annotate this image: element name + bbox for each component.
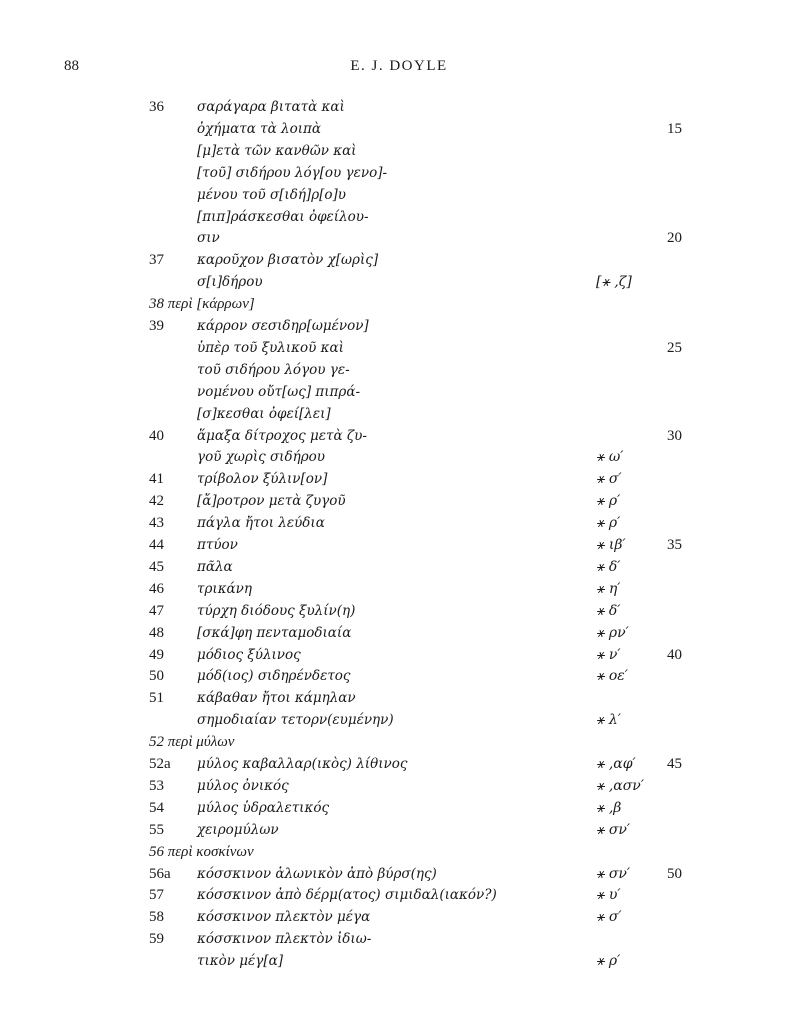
entry-text: σημοδιαίαν τετορν(ευμένην) — [197, 712, 394, 729]
entry-number: 51 — [149, 690, 164, 707]
text-line — [0, 953, 798, 975]
entry-number: 52a — [149, 756, 171, 772]
entry-text: μύλος ὑδραλετικός — [197, 799, 330, 816]
entry-number: 43 — [149, 515, 164, 532]
price-value: ⚹ ιβ′ — [596, 537, 626, 553]
entry-text: [σ]κεσθαι ὀφεί[λει] — [197, 405, 331, 422]
entry-text: κόσσκινον πλεκτὸν ἰδιω- — [197, 931, 372, 948]
entry-number: 39 — [149, 318, 164, 334]
entry-number: 53 — [149, 777, 164, 794]
text-line — [0, 931, 798, 953]
entry-number: 48 — [149, 624, 164, 641]
entry-number: 40 — [149, 427, 164, 444]
entry-text: ὀχήματα τὰ λοιπὰ — [197, 120, 322, 137]
entry-text: τοῦ σιδήρου λόγου γε- — [197, 361, 350, 378]
text-line — [0, 515, 798, 537]
text-line — [0, 406, 798, 428]
text-line — [0, 165, 798, 187]
text-line — [0, 471, 798, 493]
entry-number: 42 — [149, 493, 164, 510]
text-line — [0, 362, 798, 384]
entry-text: νομένου οὔτ[ως] πιπρά- — [197, 383, 361, 400]
section-heading: 38 περὶ [κάρρων] — [149, 296, 255, 313]
entry-number: 57 — [149, 887, 164, 904]
running-head: E. J. DOYLE — [350, 58, 448, 74]
entry-text: κόσσκινον πλεκτὸν μέγα — [197, 909, 371, 926]
line-number: 15 — [667, 120, 682, 137]
entry-text: πάγλα ἤτοι λεύδια — [197, 515, 325, 532]
entry-text: μόδ(ιος) σιδηρένδετος — [197, 668, 351, 685]
text-line — [0, 581, 798, 603]
entry-number: 44 — [149, 537, 164, 553]
price-value: ⚹ σ′ — [596, 909, 622, 926]
section-heading: 52 περὶ μύλων — [149, 734, 235, 751]
entry-number: 56a — [149, 865, 171, 882]
entry-text: κάβαθαν ἤτοι κάμηλαν — [197, 690, 356, 707]
text-line — [0, 449, 798, 471]
text-line — [0, 384, 798, 406]
entry-text: τικὸν μέγ[α] — [197, 953, 283, 970]
section-heading: 56 περὶ κοσκίνων — [149, 843, 254, 860]
page-number: 88 — [64, 58, 79, 74]
price-value: ⚹ σν′ — [596, 865, 631, 882]
entry-text: [σκά]φη πενταμοδιαία — [197, 624, 352, 641]
text-line — [0, 778, 798, 800]
text-line — [0, 493, 798, 515]
entry-text: κόσσκινον ἀπὸ δέρμ(ατος) σιμιδαλ(ιακόν?) — [197, 887, 497, 904]
price-value: ⚹ η′ — [596, 580, 621, 597]
entry-text: σιν — [197, 230, 220, 247]
price-value: ⚹ λ′ — [596, 712, 621, 729]
entry-number: 36 — [149, 99, 164, 115]
text-line — [0, 340, 798, 362]
entry-text: μύλος καβαλλαρ(ικὸς) λίθινος — [197, 756, 408, 772]
price-value: [⚹ ,ζ] — [596, 274, 632, 291]
text-line — [0, 800, 798, 822]
entry-number: 46 — [149, 580, 164, 597]
line-number: 20 — [667, 230, 682, 247]
price-value: ⚹ ρ′ — [596, 953, 621, 970]
text-line — [0, 625, 798, 647]
entry-number: 55 — [149, 821, 164, 838]
text-line — [0, 822, 798, 844]
text-line — [0, 866, 798, 888]
entry-number: 58 — [149, 909, 164, 926]
line-number: 35 — [667, 537, 682, 553]
text-line — [0, 230, 798, 252]
line-number: 40 — [667, 646, 682, 663]
text-line — [0, 668, 798, 690]
entry-text: μύλος ὀνικός — [197, 777, 289, 794]
text-line — [0, 690, 798, 712]
text-line — [0, 99, 798, 121]
price-value: ⚹ οε′ — [596, 668, 628, 685]
price-value: ⚹ ,β — [596, 799, 622, 816]
entry-text: μένου τοῦ σ[ιδή]ρ[ο]υ — [197, 186, 347, 203]
price-value: ⚹ ρ′ — [596, 493, 621, 510]
text-line — [0, 909, 798, 931]
text-line — [0, 209, 798, 231]
text-line — [0, 318, 798, 340]
entry-number: 41 — [149, 471, 164, 488]
entry-text: σ[ι]δήρου — [197, 274, 263, 291]
text-line — [0, 756, 798, 778]
entry-text: σαράγαρα βιτατὰ καὶ — [197, 99, 345, 115]
entry-text: κάρρον σεσιδηρ[ωμένον] — [197, 318, 369, 334]
entry-number: 50 — [149, 668, 164, 685]
line-number: 30 — [667, 427, 682, 444]
price-value: ⚹ ,αφ′ — [596, 756, 636, 772]
text-line — [0, 887, 798, 909]
entry-text: πᾶλα — [197, 558, 233, 575]
price-value: ⚹ ω′ — [596, 449, 624, 466]
entry-text: χειρομύλων — [197, 821, 279, 838]
entry-text: καροῦχον βισατὸν χ[ωρὶς] — [197, 252, 379, 269]
price-value: ⚹ υ′ — [596, 887, 621, 904]
text-line — [0, 647, 798, 669]
text-line — [0, 712, 798, 734]
text-line — [0, 734, 798, 756]
text-line — [0, 121, 798, 143]
entry-number: 49 — [149, 646, 164, 663]
text-line — [0, 187, 798, 209]
price-value: ⚹ δ′ — [596, 558, 621, 575]
text-line — [0, 844, 798, 866]
entry-text: τρικάνη — [197, 580, 252, 597]
price-value: ⚹ ν′ — [596, 646, 621, 663]
entry-text: γοῦ χωρὶς σιδήρου — [197, 449, 325, 466]
text-line — [0, 252, 798, 274]
entry-text: τρίβολον ξύλιν[ον] — [197, 471, 328, 488]
line-number: 25 — [667, 339, 682, 356]
text-line — [0, 537, 798, 559]
entry-text: μόδιος ξύλινος — [197, 646, 301, 663]
line-number: 50 — [667, 865, 682, 882]
entry-text: ἅμαξα δίτροχος μετὰ ζυ- — [197, 427, 367, 444]
text-line — [0, 143, 798, 165]
text-line — [0, 559, 798, 581]
entry-number: 45 — [149, 558, 164, 575]
entry-number: 37 — [149, 252, 164, 269]
price-value: ⚹ ,ασν′ — [596, 777, 645, 794]
text-line — [0, 274, 798, 296]
text-line — [0, 603, 798, 625]
price-value: ⚹ σ′ — [596, 471, 622, 488]
line-number: 45 — [667, 756, 682, 772]
entry-number: 47 — [149, 602, 164, 619]
entry-text: [ἄ]ροτρον μετὰ ζυγοῦ — [197, 493, 346, 510]
price-value: ⚹ δ′ — [596, 602, 621, 619]
text-line — [0, 296, 798, 318]
entry-text: ὑπὲρ τοῦ ξυλικοῦ καὶ — [197, 339, 344, 356]
entry-text: [τοῦ] σιδήρου λόγ[ου γενο]- — [197, 164, 388, 181]
entry-text: κόσσκινον ἁλωνικὸν ἀπὸ βύρσ(ης) — [197, 865, 437, 882]
entry-number: 59 — [149, 931, 164, 948]
entry-text: [πιπ]ράσκεσθαι ὀφείλου- — [197, 208, 369, 225]
price-value: ⚹ ρν′ — [596, 624, 629, 641]
price-value: ⚹ σν′ — [596, 821, 631, 838]
text-line — [0, 428, 798, 450]
entry-text: τύρχη διόδους ξυλίν(η) — [197, 602, 356, 619]
entry-text: πτύον — [197, 537, 238, 553]
price-value: ⚹ ρ′ — [596, 515, 621, 532]
entry-text: [μ]ετὰ τῶν κανθῶν καὶ — [197, 142, 357, 159]
entry-number: 54 — [149, 799, 164, 816]
